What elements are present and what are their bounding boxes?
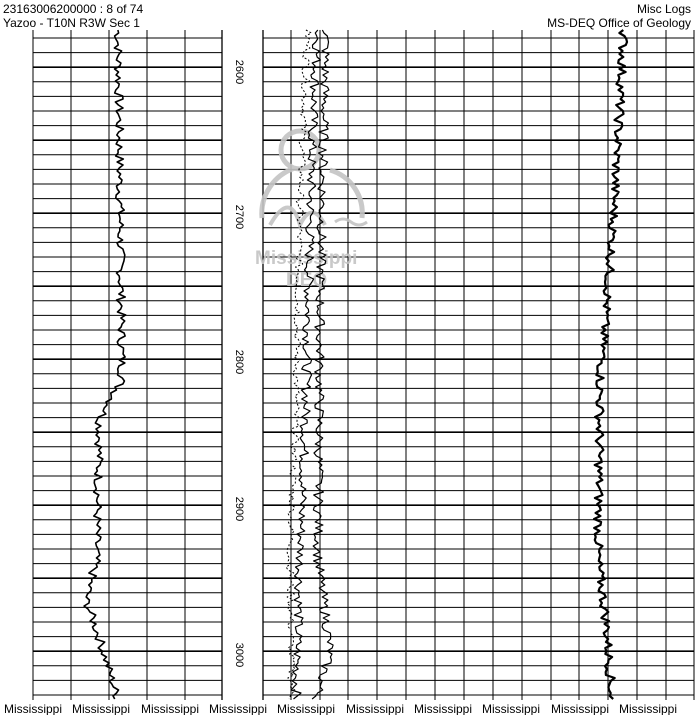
document-id: 23163006200000 : 8 of 74 — [3, 2, 144, 16]
watermark-subtitle: DEQ — [286, 270, 328, 291]
footer-label: Mississippi — [414, 702, 473, 715]
footer-label: Mississippi — [482, 702, 541, 715]
resistivity-curve-medium — [312, 30, 333, 699]
depth-labels — [233, 60, 245, 667]
sp-curve — [84, 30, 126, 699]
footer-watermark-strip — [4, 702, 677, 715]
footer-label: Mississippi — [209, 702, 268, 715]
depth-label: 2700 — [233, 204, 245, 230]
log-grid — [33, 30, 694, 700]
footer-label: Mississippi — [346, 702, 405, 715]
conductivity-curve — [594, 30, 627, 699]
footer-label: Mississippi — [619, 702, 678, 715]
depth-label: 2600 — [233, 59, 245, 85]
footer-label: Mississippi — [72, 702, 131, 715]
footer-label: Mississippi — [141, 702, 200, 715]
log-curves — [84, 30, 627, 699]
footer-label: Mississippi — [277, 702, 336, 715]
depth-label: 2900 — [233, 496, 245, 522]
log-type: Misc Logs — [636, 2, 691, 16]
depth-label: 3000 — [233, 642, 245, 668]
agency-name: MS-DEQ Office of Geology — [547, 16, 691, 30]
well-location: Yazoo - T10N R3W Sec 1 — [3, 16, 140, 30]
footer-label: Mississippi — [551, 702, 610, 715]
depth-label: 2800 — [233, 349, 245, 375]
footer-label: Mississippi — [4, 702, 63, 715]
watermark-title: Mississippi — [255, 248, 358, 269]
